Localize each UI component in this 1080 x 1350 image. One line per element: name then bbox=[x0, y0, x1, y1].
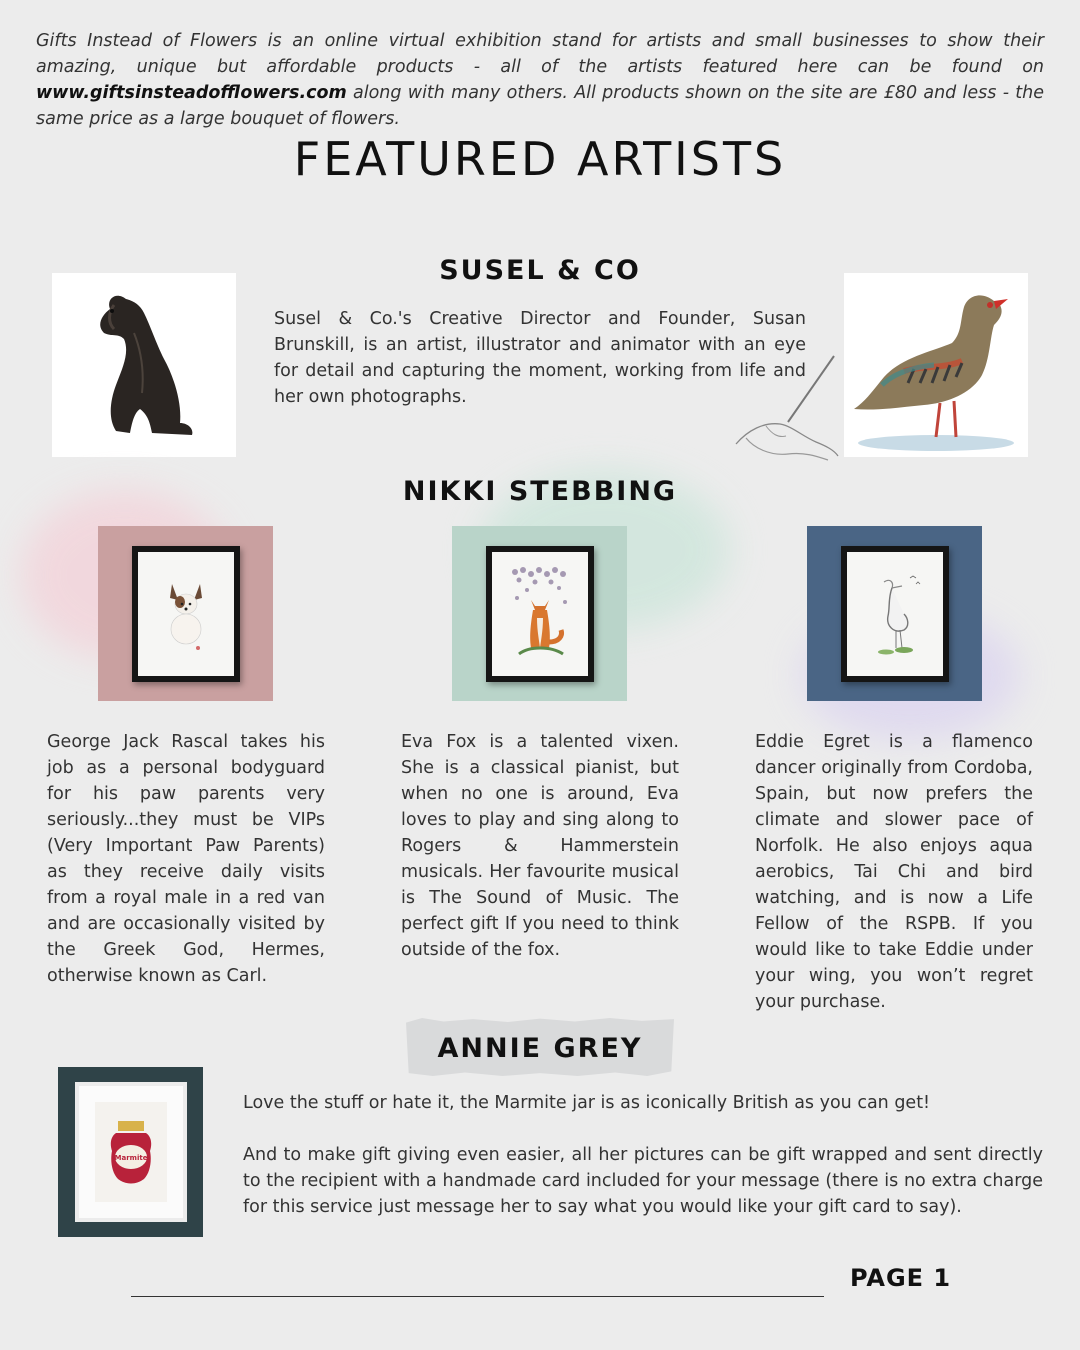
intro-text-after: along with many others. All products shown on the site are £80 and less - the same price as a large bouquet of flowers. bbox=[36, 83, 1044, 129]
eva-fox-description: Eva Fox is a talented vixen. She is a classical pianist, but when no one is around, Eva loves to play and sing along to Rogers & Hammerstein musicals. Her favourite musical is The Sound of Music. The perfect gift If you need to think outside of the fox. bbox=[401, 732, 679, 960]
marmite-print-frame bbox=[75, 1082, 187, 1222]
hand-sketch-icon bbox=[730, 352, 842, 462]
george-jack-rascal-description: George Jack Rascal takes his job as a personal bodyguard for his paw parents very seriously...they must be VIPs (Very Important Paw Parents) as they receive daily visits from a royal male in a red van and are occasionally visited by the Greek God, Hermes, otherwise known as Carl. bbox=[47, 732, 325, 986]
fox-print-mat bbox=[452, 526, 627, 701]
egret-print-mat bbox=[807, 526, 982, 701]
page-number: PAGE 1 bbox=[850, 1264, 952, 1292]
annie-title: ANNIE GREY bbox=[437, 1033, 643, 1064]
susel-title: SUSEL & CO bbox=[439, 255, 641, 286]
annie-paragraph-2: And to make gift giving even easier, all her pictures can be gift wrapped and sent directly to the recipient with a handmade card included for your message (there is no extra charge for this service just message her to say what you would like your gift card to say). bbox=[243, 1145, 1043, 1217]
eddie-egret-description: Eddie Egret is a flamenco dancer originally from Cordoba, Spain, but now prefers the climate and slower pace of Norfolk. He also enjoys aqua aerobics, Tai Chi and bird watching, and is now a Life Fellow of the RSPB. If you would like to take Eddie under your wing, you won’t regret your purchase. bbox=[755, 732, 1033, 1012]
nikki-title: NIKKI STEBBING bbox=[402, 476, 678, 507]
egret-print-image bbox=[860, 564, 930, 664]
partridge-painting-image bbox=[844, 273, 1028, 457]
annie-paragraph-1: Love the stuff or hate it, the Marmite jar is as iconically British as you can get! bbox=[243, 1093, 931, 1113]
intro-text-before: Gifts Instead of Flowers is an online virtual exhibition stand for artists and small businesses to show their amazing, unique but affordable products - all of the artists featured here can be found on bbox=[36, 31, 1044, 77]
dog-print-mat bbox=[98, 526, 273, 701]
website-link[interactable]: www.giftsinsteadofflowers.com bbox=[36, 83, 347, 103]
dog-print-frame bbox=[132, 546, 240, 682]
marmite-print-mat bbox=[58, 1067, 203, 1237]
egret-print-frame bbox=[841, 546, 949, 682]
susel-description: Susel & Co.'s Creative Director and Founder, Susan Brunskill, is an artist, illustrator and animator with an eye for detail and capturing the moment, working from life and her own photographs. bbox=[274, 309, 806, 407]
footer-divider bbox=[131, 1296, 824, 1297]
fox-print-frame bbox=[486, 546, 594, 682]
page-title: FEATURED ARTISTS bbox=[293, 132, 787, 186]
intro-paragraph bbox=[36, 28, 1044, 132]
dog-painting-image bbox=[52, 273, 236, 457]
jack-russell-print-image bbox=[156, 574, 216, 654]
marmite-jar-label: Marmite bbox=[114, 1154, 147, 1162]
fox-print-image bbox=[505, 562, 575, 666]
marmite-jar-image bbox=[106, 1117, 156, 1187]
